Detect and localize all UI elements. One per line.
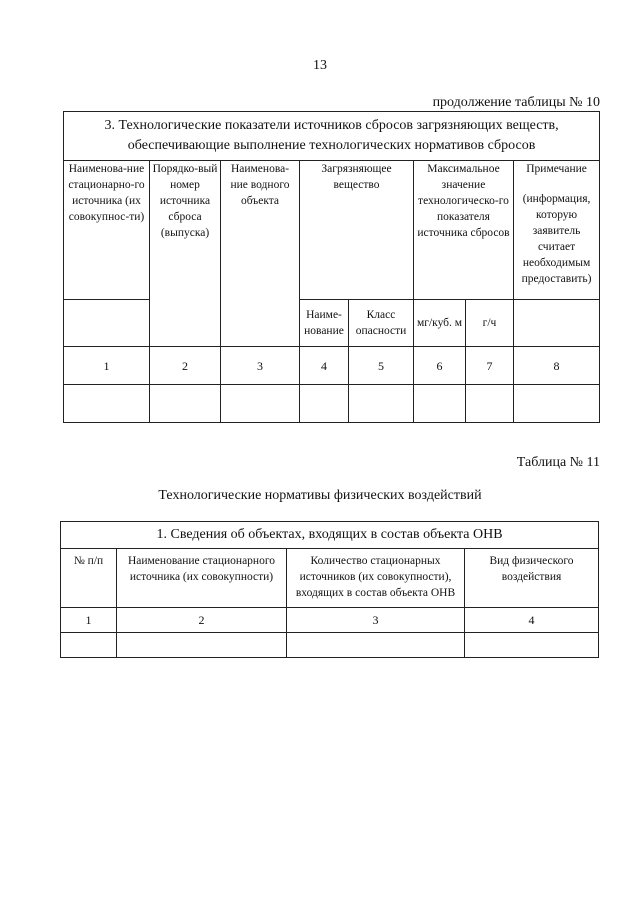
column-number: 4 [465,608,599,633]
table-11-header-row [61,549,599,608]
table-10-column-number-row [64,347,600,385]
table-11 [60,521,599,658]
subheader-hazard-class: Класс опасности [349,300,414,347]
table-cell [64,385,150,423]
header-note-title: Примечание [526,163,587,175]
table-10-section-title: 3. Технологические показатели источников сбросов загрязняющих веществ, обеспечивающие выполнение технологических нормативов сбросов [64,112,600,161]
column-number: 3 [221,347,300,385]
column-number: 1 [64,347,150,385]
table-10-empty-row [64,385,600,423]
column-number: 7 [466,347,514,385]
header-source-name: Наименова-ние стационарно-го источника (их совокупнос-ти) [64,161,150,300]
table-cell [117,633,287,658]
header-stationary-source-name: Наименование стационарного источника (их совокупности) [117,549,287,608]
subheader-g-per-s: г/ч [466,300,514,347]
table-cell [514,385,600,423]
table-11-title: Технологические нормативы физических воздействий [158,488,482,503]
table-10-header-row [64,161,600,300]
table-10 [63,111,600,423]
header-pollutant: Загрязняющее вещество [300,161,414,300]
column-number: 5 [349,347,414,385]
column-number: 2 [117,608,287,633]
column-number: 6 [414,347,466,385]
table-cell [349,385,414,423]
column-number: 8 [514,347,600,385]
table-cell [287,633,465,658]
continuation-label: продолжение таблицы № 10 [432,95,600,110]
table-11-column-number-row [61,608,599,633]
subheader-note-empty-cell [514,300,600,347]
table-10-section-row [64,112,600,161]
column-number: 1 [61,608,117,633]
table-cell [150,385,221,423]
table-11-section-row [61,522,599,549]
table-11-label: Таблица № 11 [516,455,600,470]
header-index: № п/п [61,549,117,608]
subheader-mg-per-m3: мг/куб. м [414,300,466,347]
subheader-pollutant-name: Наиме-нование [300,300,349,347]
table-cell [465,633,599,658]
header-note-detail: (информация, которую заявитель считает необходимым предоставить) [521,193,592,285]
header-impact-type: Вид физического воздействия [465,549,599,608]
header-source-number: Порядко-вый номер источника сброса (выпуска) [150,161,221,347]
table-cell [61,633,117,658]
header-note [514,161,600,300]
page-number: 13 [313,58,327,73]
column-number: 3 [287,608,465,633]
column-number: 4 [300,347,349,385]
subheader-empty-cell [64,300,150,347]
table-cell [466,385,514,423]
table-11-section-title: 1. Сведения об объектах, входящих в состав объекта ОНВ [61,522,599,549]
table-11-empty-row [61,633,599,658]
table-cell [414,385,466,423]
header-source-count: Количество стационарных источников (их совокупности), входящих в состав объекта ОНВ [287,549,465,608]
column-number: 2 [150,347,221,385]
header-water-body: Наименова-ние водного объекта [221,161,300,347]
header-max-value: Максимальное значение технологическо-го показателя источника сбросов [414,161,514,300]
table-cell [300,385,349,423]
table-cell [221,385,300,423]
table-10-subheader-row [64,300,600,347]
